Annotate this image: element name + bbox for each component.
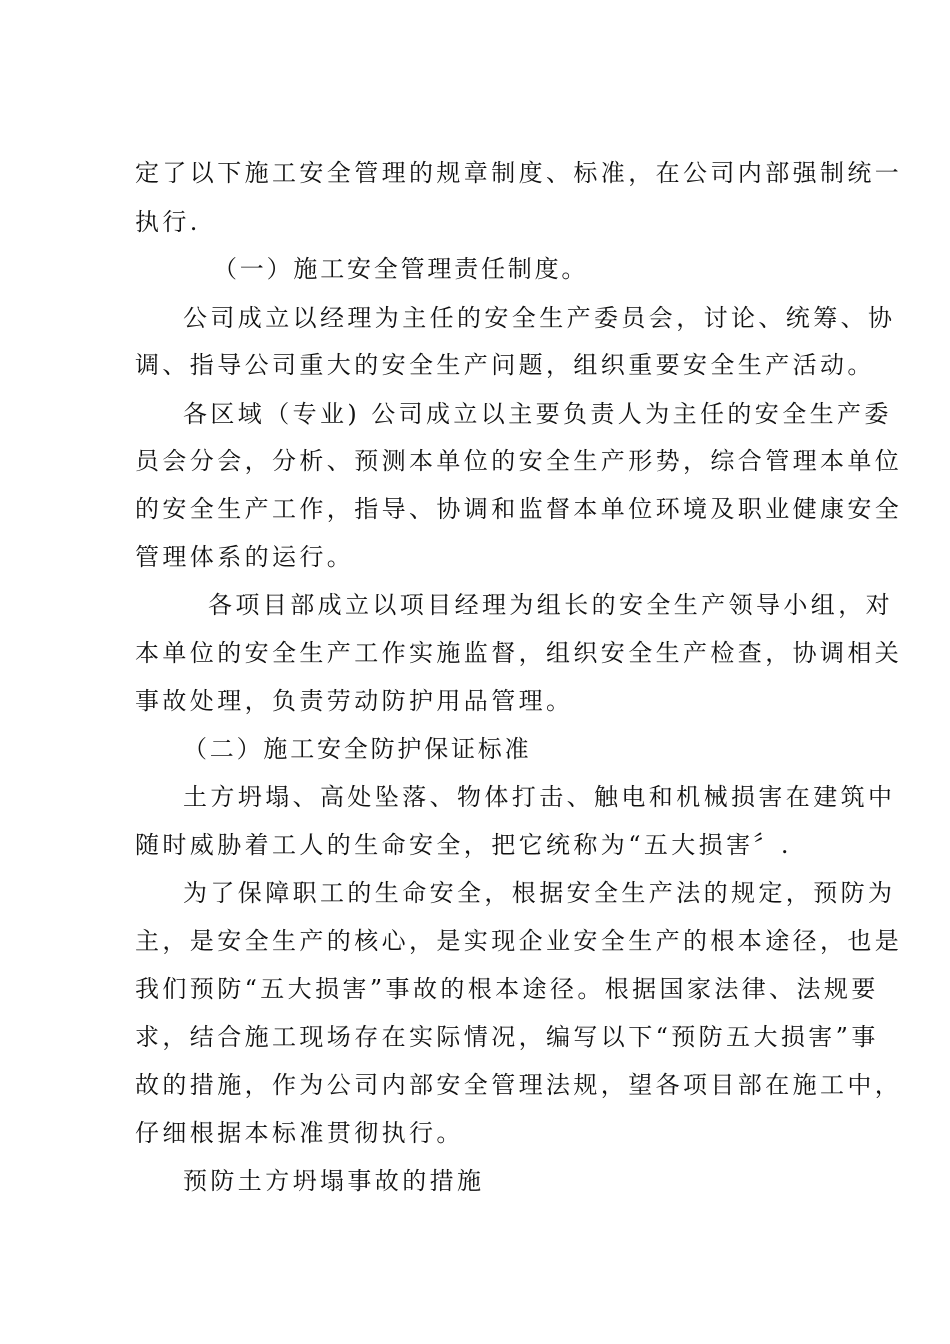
paragraph-line: 仔细根据本标准贯彻执行。 [135, 1119, 464, 1147]
paragraph-line: 故的措施，作为公司内部安全管理法规，望各项目部在施工中， [135, 1071, 903, 1099]
paragraph-line: 员会分会，分析、预测本单位的安全生产形势，综合管理本单位 [135, 447, 903, 475]
paragraph-line: 求，结合施工现场存在实际情况，编写以下“预防五大损害”事 [135, 1023, 879, 1051]
paragraph-line: 为了保障职工的生命安全，根据安全生产法的规定，预防为 [183, 879, 896, 907]
paragraph-line: 各区域（专业) 公司成立以主要负责人为主任的安全生产委 [183, 400, 892, 428]
paragraph-line: 管理体系的运行。 [135, 543, 355, 571]
paragraph-line: 事故处理，负责劳动防护用品管理。 [135, 687, 574, 715]
paragraph-line: 调、指导公司重大的安全生产问题，组织重要安全生产活动。 [135, 351, 875, 379]
paragraph-line: 的安全生产工作，指导、协调和监督本单位环境及职业健康安全 [135, 495, 903, 523]
paragraph-line: 定了以下施工安全管理的规章制度、标准，在公司内部强制统一 [135, 159, 903, 187]
paragraph-line: 本单位的安全生产工作实施监督，组织安全生产检查，协调相关 [135, 639, 903, 667]
paragraph-line: 我们预防“五大损害”事故的根本途径。根据国家法律、法规要 [135, 975, 879, 1003]
paragraph-line: 土方坍塌、高处坠落、物体打击、触电和机械损害在建筑中 [183, 783, 896, 811]
paragraph-line: 随时威胁着工人的生命安全，把它统称为“五大损害〞. [135, 831, 792, 859]
section-heading-2: （二）施工安全防护保证标准 [183, 735, 532, 763]
paragraph-line: 各项目部成立以项目经理为组长的安全生产领导小组，对 [208, 591, 893, 619]
paragraph-line: 主，是安全生产的核心，是实现企业安全生产的根本途径，也是 [135, 927, 903, 955]
paragraph-line: 执行. [135, 208, 201, 236]
subsection-heading: 预防土方坍塌事故的措施 [183, 1167, 485, 1195]
paragraph-line: 公司成立以经理为主任的安全生产委员会，讨论、统筹、协 [183, 304, 896, 332]
section-heading-1: （一）施工安全管理责任制度。 [213, 255, 589, 283]
